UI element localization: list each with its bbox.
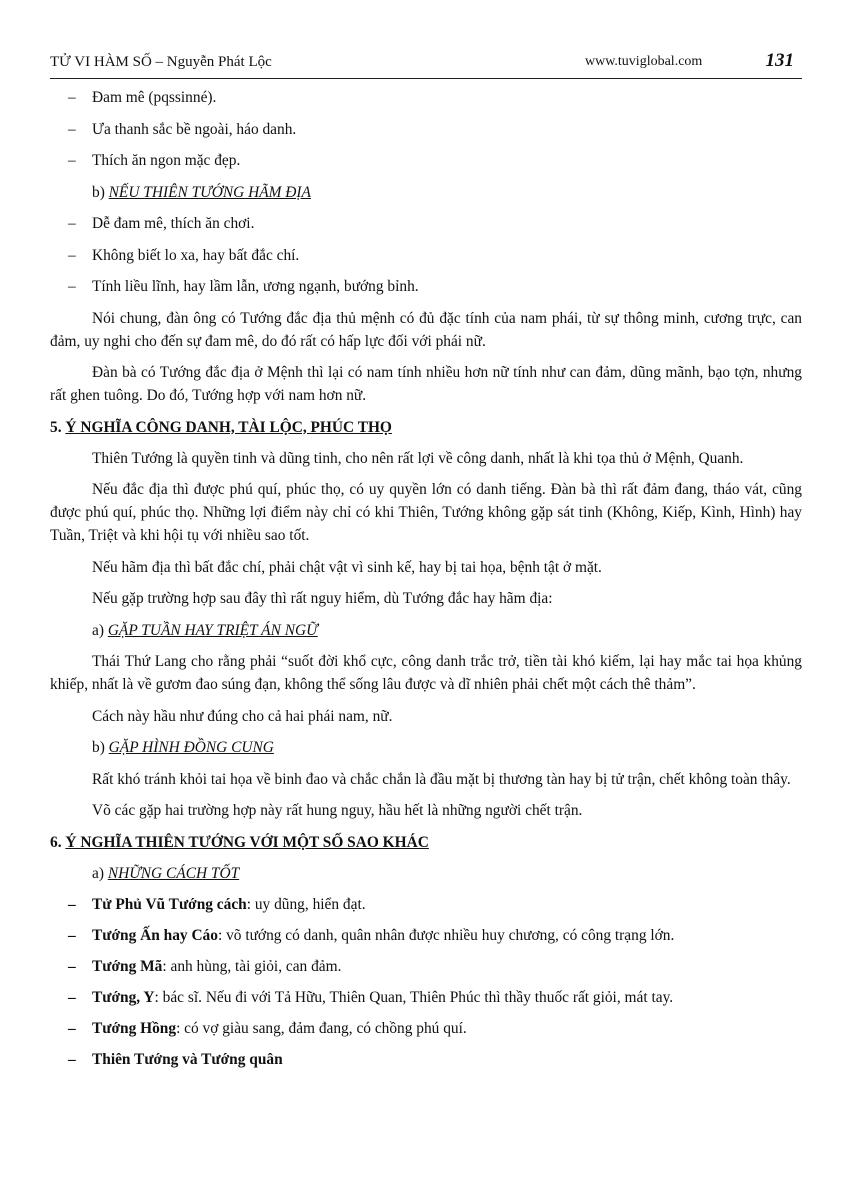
page-number: 131	[765, 50, 794, 71]
paragraph: Võ các gặp hai trường hợp này rất hung nguy, hầu hết là những người chết trận.	[92, 802, 583, 819]
paragraph: Cách này hầu như đúng cho cả hai phái nam, nữ.	[92, 707, 393, 725]
paragraph: Đàn bà có Tướng đắc địa ở Mệnh thì lại có nam tính nhiều hơn nữ tính như can đảm, dũng mãnh, bạo tợn, nhưng rất ghen tuông. Do đó, Tướng hợp với nam hơn nữ.	[50, 364, 802, 404]
paragraph: Thái Thứ Lang cho rằng phải “suốt đời khổ cực, công danh trắc trở, tiền tài khó kiếm, lại hay mắc tai họa khủng khiếp, nhất là về gươm đao súng đạn, không thể sống lâu được và dĩ nhiên phải chết một cách thê thảm”.	[50, 653, 802, 693]
paragraph: Nếu gặp trường hợp sau đây thì rất nguy hiểm, dù Tướng đắc hay hãm địa:	[92, 590, 553, 607]
list-item: – Tính liều lĩnh, hay lầm lẫn, ương ngạnh, bướng bỉnh.	[68, 278, 419, 295]
list-item: – Tướng Mã: anh hùng, tài giỏi, can đảm.	[68, 958, 342, 975]
paragraph: Nói chung, đàn ông có Tướng đắc địa thủ mệnh có đủ đặc tính của nam phái, từ sự thông minh, cương trực, can đảm, uy nghi cho đến sự đam mê, do đó rất có hấp lực đối với phái nữ.	[50, 309, 802, 350]
section-heading: 6. Ý NGHĨA THIÊN TƯỚNG VỚI MỘT SỐ SAO KHÁC	[50, 833, 429, 851]
paragraph: Thiên Tướng là quyền tinh và dũng tinh, cho nên rất lợi về công danh, nhất là khi tọa thủ ở Mệnh, Quanh.	[92, 449, 744, 467]
subheading: a) NHỮNG CÁCH TỐT	[92, 864, 240, 882]
list-item: – Tử Phủ Vũ Tướng cách: uy dũng, hiển đạt.	[68, 896, 366, 913]
list-item: – Không biết lo xa, hay bất đắc chí.	[68, 246, 300, 264]
list-item: – Thiên Tướng và Tướng quân	[68, 1051, 283, 1068]
header-website: www.tuviglobal.com	[585, 54, 703, 69]
header-title: TỬ VI HÀM SỐ – Nguyễn Phát Lộc	[50, 54, 272, 70]
page-body	[50, 86, 802, 1079]
paragraph: Nếu đắc địa thì được phú quí, phúc thọ, có uy quyền lớn có danh tiếng. Đàn bà thì rất đảm đang, tháo vát, cũng được phú quí, phúc thọ. Những lợi điểm này chỉ có khi Thiên, Tướng không gặp sát tinh (Không, Kiếp, Kình, Hình) hay Tuần, Triệt và khi hội tụ với nhiều sao tốt.	[50, 481, 802, 544]
paragraph: Nếu hãm địa thì bất đắc chí, phải chật vật vì sinh kế, hay bị tai họa, bệnh tật ở mặt.	[92, 558, 602, 576]
list-item: – Dễ đam mê, thích ăn chơi.	[68, 215, 255, 232]
subheading: b) NẾU THIÊN TƯỚNG HÃM ĐỊA	[92, 183, 311, 201]
list-item: – Đam mê (pqssinné).	[68, 89, 217, 106]
section-heading: 5. Ý NGHĨA CÔNG DANH, TÀI LỘC, PHÚC THỌ	[50, 418, 392, 436]
subheading: b) GẶP HÌNH ĐỒNG CUNG	[92, 739, 274, 756]
list-item: – Thích ăn ngon mặc đẹp.	[68, 152, 241, 169]
page-header	[50, 50, 802, 79]
list-item: – Tướng, Y: bác sĩ. Nếu đi với Tả Hữu, Thiên Quan, Thiên Phúc thì thầy thuốc rất giỏi, mát tay.	[68, 989, 674, 1006]
subheading: a) GẶP TUẦN HAY TRIỆT ÁN NGỮ	[92, 621, 318, 639]
list-item: – Tướng Ấn hay Cáo: võ tướng có danh, quân nhân được nhiều huy chương, có công trạng lớn.	[68, 927, 675, 944]
list-item: – Ưa thanh sắc bề ngoài, háo danh.	[68, 120, 297, 138]
list-item: – Tướng Hồng: có vợ giàu sang, đảm đang, có chồng phú quí.	[68, 1020, 467, 1037]
paragraph: Rất khó tránh khỏi tai họa về binh đao và chắc chắn là đầu mặt bị thương tàn hay bị tử trận, chết không toàn thây.	[92, 770, 791, 788]
